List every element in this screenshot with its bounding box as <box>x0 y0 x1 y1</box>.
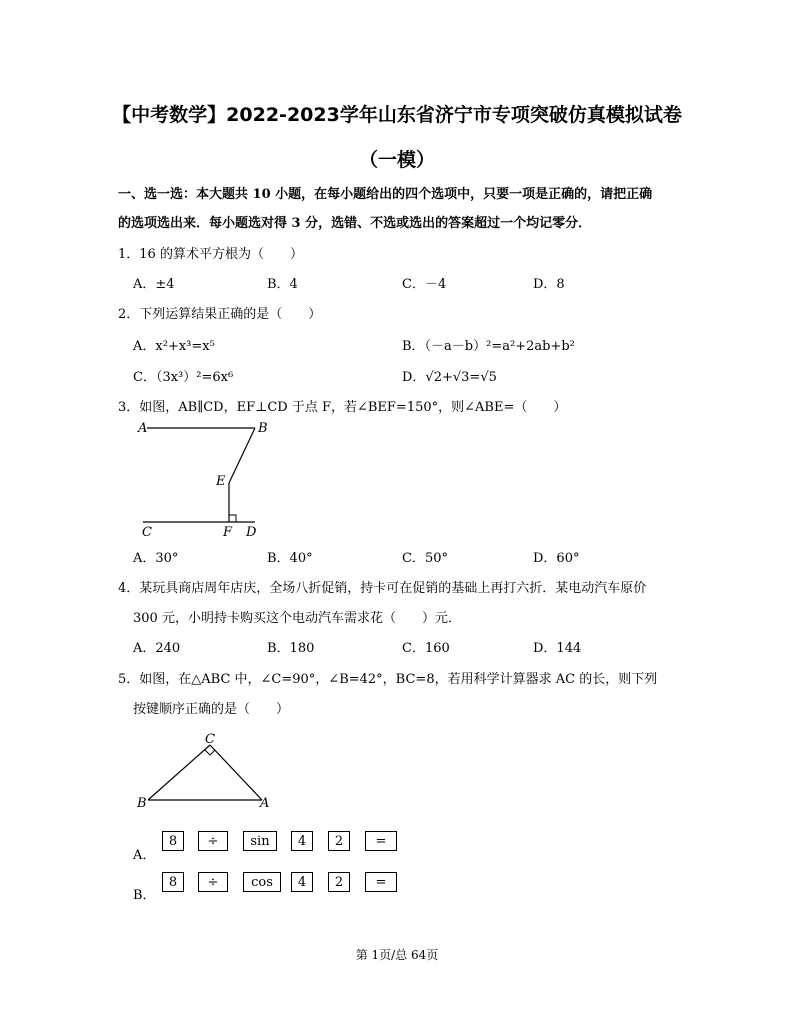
question-4-stem-line2: 300 元，小明持卡购买这个电动汽车需求花（ ）元． <box>133 611 461 626</box>
question-5-stem-line1: 5．如图，在△ABC 中，∠C=90°，∠B=42°，BC=8，若用科学计算器求 AC 的长，则下列 <box>118 672 658 687</box>
label-b: B <box>137 796 147 811</box>
question-3-figure <box>130 415 270 540</box>
right-angle-mark <box>205 750 215 755</box>
label-b: B <box>258 421 268 436</box>
label-a: A <box>260 796 270 811</box>
question-3-option-d: D．60° <box>533 551 580 566</box>
question-4-stem-line1: 4．某玩具商店周年店庆，全场八折促销，持卡可在促销的基础上再打六折．某电动汽车原价 <box>118 581 647 596</box>
key-8: 8 <box>162 831 184 851</box>
question-1-option-d: D．8 <box>533 277 565 292</box>
key-equals: = <box>365 872 397 892</box>
key-cos: cos <box>243 872 281 892</box>
question-1-option-c: C．－4 <box>402 277 447 292</box>
page-title: 【中考数学】2022-2023学年山东省济宁市专项突破仿真模拟试卷 <box>112 104 682 126</box>
section-instructions-line1: 一、选一选：本大题共 10 小题，在每小题给出的四个选项中，只要一项是正确的，请把正确 <box>118 187 653 202</box>
question-3-option-c: C．50° <box>402 551 448 566</box>
label-e: E <box>216 474 226 489</box>
question-2-option-d: D．√2+√3=√5 <box>402 370 497 385</box>
section-instructions-line2: 的选项选出来．每小题选对得 3 分，选错、不选或选出的答案超过一个均记零分． <box>118 216 592 231</box>
label-a: A <box>138 421 148 436</box>
page-footer: 第 1页/总 64页 <box>355 948 439 962</box>
key-divide: ÷ <box>198 831 228 851</box>
question-1-option-b: B．4 <box>267 277 298 292</box>
question-1-stem: 1．16 的算术平方根为（ ） <box>118 247 303 262</box>
label-f: F <box>223 525 233 540</box>
key-divide: ÷ <box>198 872 228 892</box>
question-3-stem: 3．如图，AB∥CD，EF⊥CD 于点 F，若∠BEF=150°，则∠ABE=（ ） <box>118 400 567 415</box>
label-c: C <box>205 732 215 747</box>
key-2: 2 <box>328 831 350 851</box>
question-4-option-c: C．160 <box>402 641 450 656</box>
question-5-option-a-label: A． <box>133 848 156 863</box>
key-8: 8 <box>162 872 184 892</box>
label-c: C <box>142 525 152 540</box>
key-4: 4 <box>291 831 313 851</box>
key-equals: = <box>365 831 397 851</box>
right-angle-mark <box>229 515 236 522</box>
question-2-option-c: C．（3x³）²=6x⁶ <box>133 370 234 385</box>
question-4-option-b: B．180 <box>267 641 315 656</box>
label-d: D <box>246 525 257 540</box>
line-ca <box>210 745 262 800</box>
question-2-stem: 2．下列运算结果正确的是（ ） <box>118 307 322 322</box>
question-3-option-a: A．30° <box>133 551 179 566</box>
question-4-option-a: A．240 <box>133 641 181 656</box>
line-bc <box>148 745 210 800</box>
question-2-option-b: B．（－a－b）²=a²+2ab+b² <box>402 339 575 354</box>
key-4: 4 <box>291 872 313 892</box>
key-sin: sin <box>243 831 277 851</box>
question-3-option-b: B．40° <box>267 551 313 566</box>
question-2-option-a: A．x²+x³=x⁵ <box>133 339 215 354</box>
line-be <box>229 428 255 483</box>
page-subtitle: （一模） <box>358 149 435 171</box>
question-5-stem-line2: 按键顺序正确的是（ ） <box>133 702 290 717</box>
question-5-figure <box>130 730 280 815</box>
question-1-option-a: A．±4 <box>133 277 175 292</box>
key-2: 2 <box>328 872 350 892</box>
question-5-option-b-label: B． <box>133 888 156 903</box>
question-4-option-d: D．144 <box>533 641 582 656</box>
